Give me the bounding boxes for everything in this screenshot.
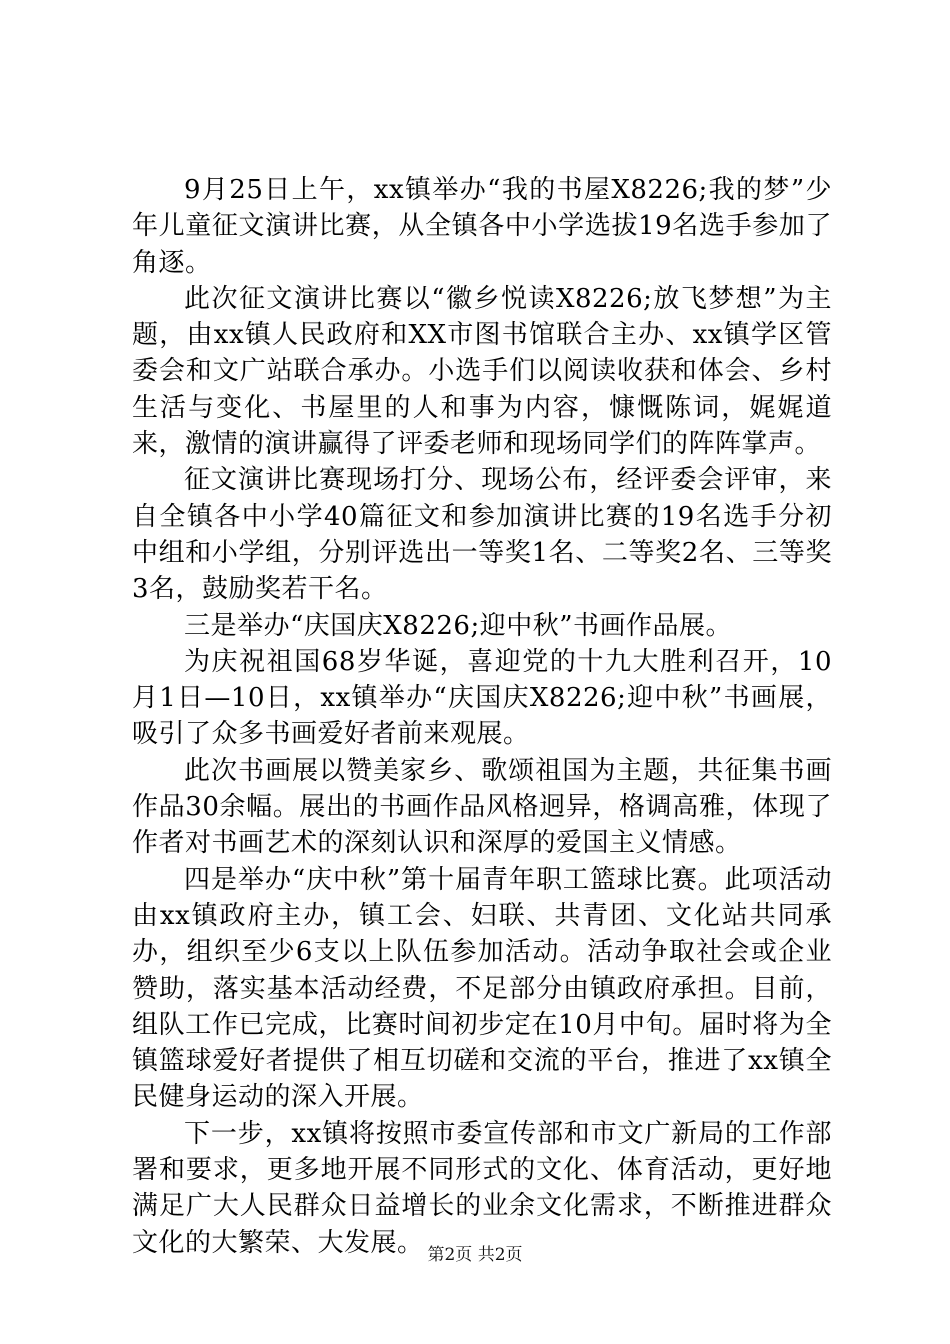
paragraph-4: 三是举办“庆国庆X8226;迎中秋”书画作品展。	[184, 610, 733, 641]
paragraph-8: 下一步，xx镇将按照市委宣传部和市文广新局的工作部署和要求，更多地开展不同形式的文化、体育活动，更好地满足广大人民群众日益增长的业余文化需求，不断推进群众文化的大繁荣、大发展。	[132, 1118, 832, 1258]
paragraph-5: 为庆祝祖国68岁华诞，喜迎党的十九大胜利召开，10月1日—10日，xx镇举办“庆国庆X8226;迎中秋”书画展，吸引了众多书画爱好者前来观展。	[132, 646, 832, 750]
paragraph-2: 此次征文演讲比赛以“徽乡悦读X8226;放飞梦想”为主题，由xx镇人民政府和XX市图书馆联合主办、xx镇学区管委会和文广站联合承办。小选手们以阅读收获和体会、乡村生活与变化、书屋里的人和事为内容，慷慨陈词，娓娓道来，激情的演讲赢得了评委老师和现场同学们的阵阵掌声。	[132, 283, 832, 460]
paragraph-3: 征文演讲比赛现场打分、现场公布，经评委会评审，来自全镇各中小学40篇征文和参加演讲比赛的19名选手分初中组和小学组，分别评选出一等奖1名、二等奖2名、三等奖3名，鼓励奖若干名。	[132, 465, 832, 605]
paragraph-7: 四是举办“庆中秋”第十届青年职工篮球比赛。此项活动由xx镇政府主办，镇工会、妇联、共青团、文化站共同承办，组织至少6支以上队伍参加活动。活动争取社会或企业赞助，落实基本活动经费，不足部分由镇政府承担。目前，组队工作已完成，比赛时间初步定在10月中旬。届时将为全镇篮球爱好者提供了相互切磋和交流的平台，推进了xx镇全民健身运动的深入开展。	[132, 864, 832, 1113]
paragraph-6: 此次书画展以赞美家乡、歌颂祖国为主题，共征集书画作品30余幅。展出的书画作品风格迥异，格调高雅，体现了作者对书画艺术的深刻认识和深厚的爱国主义情感。	[132, 755, 832, 859]
document-body	[132, 172, 832, 1261]
paragraph-1: 9月25日上午，xx镇举办“我的书屋X8226;我的梦”少年儿童征文演讲比赛，从全镇各中小学选拔19名选手参加了角逐。	[132, 175, 832, 278]
page-footer: 第2页 共2页	[427, 1245, 523, 1265]
